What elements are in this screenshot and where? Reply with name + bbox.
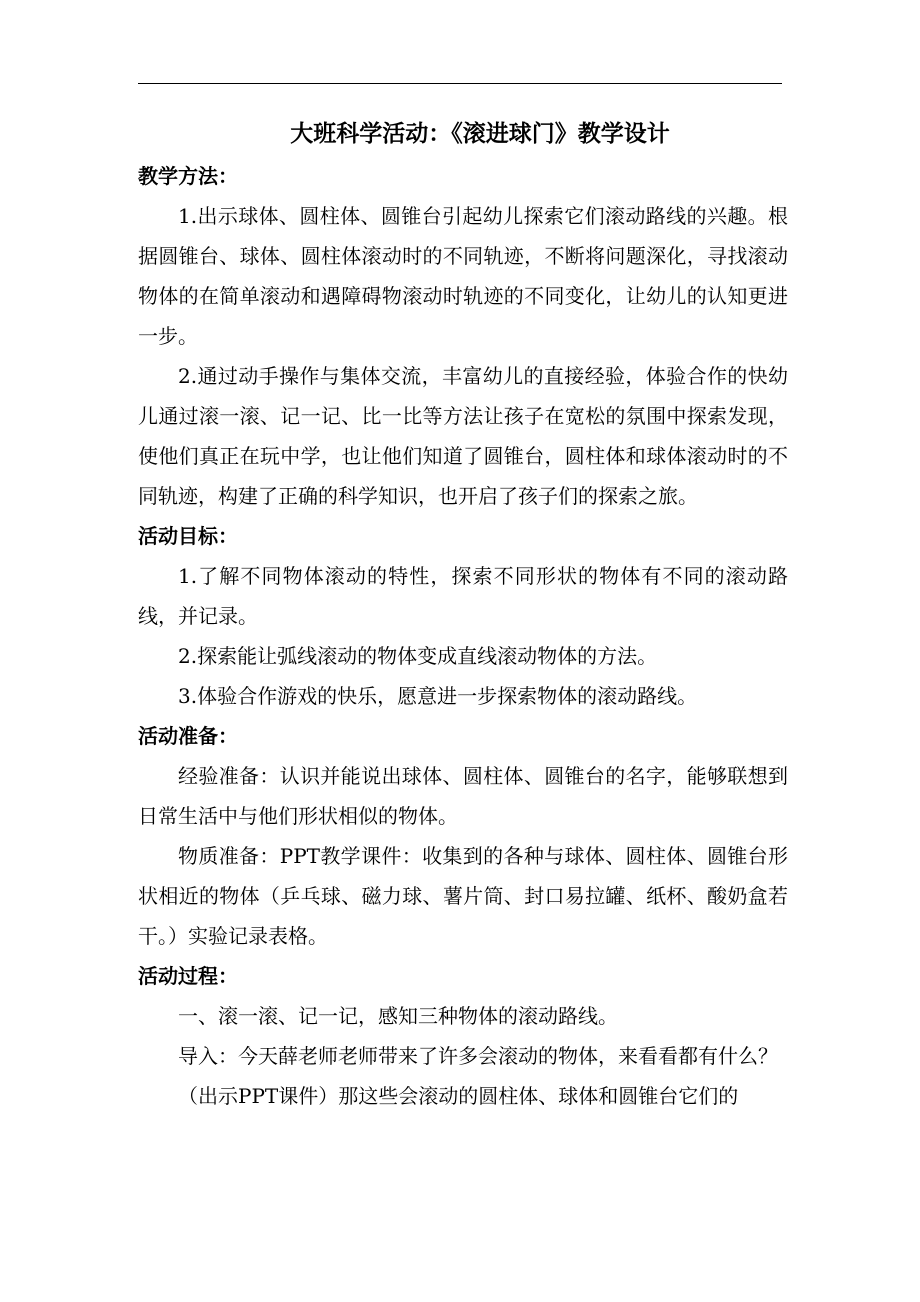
section-heading: 活动目标： (138, 524, 238, 548)
section-activity-preparation (138, 716, 788, 956)
paragraph: 1.出示球体、圆柱体、圆锥台引起幼儿探索它们滚动路线的兴趣。根据圆锥台、球体、圆柱体滚动时的不同轨迹，不断将问题深化，寻找滚动物体的在简单滚动和遇障碍物滚动时轨迹的不同变化，让幼儿的认知更进一步。 (138, 204, 788, 348)
paragraph: 物质准备：PPT教学课件：收集到的各种与球体、圆柱体、圆锥台形状相近的物体（乒乓球、磁力球、薯片筒、封口易拉罐、纸杯、酸奶盒若干。）实验记录表格。 (138, 844, 788, 948)
paragraph: 3.体验合作游戏的快乐，愿意进一步探索物体的滚动路线。 (178, 684, 698, 708)
paragraph: 经验准备：认识并能说出球体、圆柱体、圆锥台的名字，能够联想到日常生活中与他们形状相似的物体。 (138, 764, 788, 828)
section-heading: 活动准备： (138, 724, 238, 748)
paragraph: （出示PPT课件）那这些会滚动的圆柱体、球体和圆锥台它们的 (178, 1084, 739, 1108)
section-activity-process (138, 956, 788, 1116)
paragraph: 导入：今天薛老师老师带来了许多会滚动的物体，来看看都有什么？ (178, 1044, 778, 1068)
document-title: 大班科学活动：《滚进球门》教学设计 (290, 120, 670, 147)
section-teaching-methods (138, 156, 788, 516)
section-heading: 教学方法： (138, 164, 238, 188)
section-activity-goals (138, 516, 788, 716)
paragraph: 2.探索能让弧线滚动的物体变成直线滚动物体的方法。 (178, 644, 658, 668)
header-rule (138, 83, 782, 84)
section-heading: 活动过程： (138, 964, 238, 988)
document-body (138, 112, 788, 1116)
paragraph: 一、滚一滚、记一记，感知三种物体的滚动路线。 (178, 1004, 618, 1028)
paragraph: 2.通过动手操作与集体交流，丰富幼儿的直接经验，体验合作的快幼儿通过滚一滚、记一记、比一比等方法让孩子在宽松的氛围中探索发现，使他们真正在玩中学，也让他们知道了圆锥台，圆柱体和球体滚动时的不同轨迹，构建了正确的科学知识，也开启了孩子们的探索之旅。 (138, 364, 788, 508)
paragraph: 1.了解不同物体滚动的特性，探索不同形状的物体有不同的滚动路线，并记录。 (138, 564, 788, 628)
